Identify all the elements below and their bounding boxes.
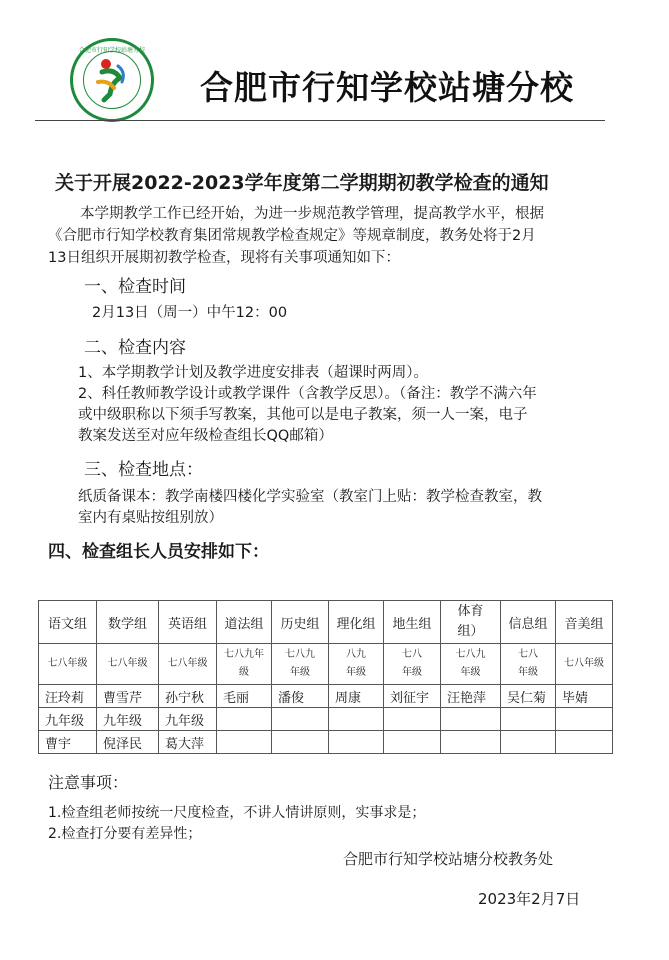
- table-cell: [556, 731, 613, 754]
- section-2-heading: 二、检查内容: [84, 338, 186, 358]
- table-cell: [441, 708, 501, 731]
- note-item-1: 1.检查组老师按统一尺度检查，不讲人情讲原则，实事求是；: [48, 805, 426, 821]
- table-cell: 七八九年 级: [217, 644, 272, 685]
- table-cell: 葛大萍: [159, 731, 217, 754]
- intro-line-1: 本学期教学工作已经开始，为进一步规范教学管理，提高教学水平，根据: [80, 206, 544, 222]
- table-cell: [272, 708, 329, 731]
- inspection-time: 2月13日（周一）中午12：00: [92, 305, 288, 321]
- table-header-cell: 信息组: [501, 601, 556, 644]
- table-cell: [329, 708, 384, 731]
- table-cell: 七八 年级: [501, 644, 556, 685]
- table-row: [39, 731, 613, 754]
- section-3-heading: 三、检查地点：: [84, 460, 203, 480]
- school-name: 合肥市行知学校站塘分校: [200, 68, 574, 107]
- table-header-cell: 音美组: [556, 601, 613, 644]
- content-line-2: 2、科任教师教学设计或教学课件（含教学反思）。（备注：教学不满六年: [78, 386, 537, 402]
- table-cell: 七八年级: [39, 644, 97, 685]
- table-header-cell: 地生组: [384, 601, 441, 644]
- table-cell: [384, 708, 441, 731]
- location-line-1: 纸质备课本：教学南楼四楼化学实验室（教室门上贴：教学检查教室，教: [78, 489, 542, 505]
- table-cell: 七八 年级: [384, 644, 441, 685]
- table-cell: 孙宁秋: [159, 685, 217, 708]
- table-header-cell: 英语组: [159, 601, 217, 644]
- table-header-cell: 道法组: [217, 601, 272, 644]
- table-cell: 汪玲莉: [39, 685, 97, 708]
- table-cell: 倪泽民: [97, 731, 159, 754]
- table-cell: [329, 731, 384, 754]
- table-cell: 毛丽: [217, 685, 272, 708]
- section-4-heading: 四、检查组长人员安排如下：: [48, 542, 269, 562]
- table-cell: 曹宇: [39, 731, 97, 754]
- runner-figure-icon: [84, 52, 140, 108]
- table-cell: [272, 731, 329, 754]
- table-grade-row: [39, 644, 613, 685]
- inspection-leaders-table: [38, 600, 613, 754]
- table-cell: 九年级: [159, 708, 217, 731]
- table-header-cell: 语文组: [39, 601, 97, 644]
- table-cell: 汪艳萍: [441, 685, 501, 708]
- content-line-1: 1、本学期教学计划及教学进度安排表（超课时两周）。: [78, 365, 428, 381]
- logo-emblem: [83, 51, 141, 109]
- table-cell: [217, 708, 272, 731]
- table-cell: 曹雪芹: [97, 685, 159, 708]
- table-cell: 八九 年级: [329, 644, 384, 685]
- table-header-cell: 历史组: [272, 601, 329, 644]
- table-cell: 七八年级: [556, 644, 613, 685]
- table-header-row: [39, 601, 613, 644]
- header-divider: [35, 120, 605, 121]
- table-cell: 七八年级: [97, 644, 159, 685]
- table-cell: 九年级: [97, 708, 159, 731]
- table-header-cell: 数学组: [97, 601, 159, 644]
- table-cell: [556, 708, 613, 731]
- table-row: [39, 708, 613, 731]
- note-item-2: 2.检查打分要有差异性；: [48, 826, 202, 842]
- table-cell: [441, 731, 501, 754]
- table-cell: [384, 731, 441, 754]
- location-line-2: 室内有桌贴按组别放）: [78, 510, 223, 526]
- content-line-3: 或中级职称以下须手写教案，其他可以是电子教案，须一人一案，电子: [78, 407, 528, 423]
- issuer-signature: 合肥市行知学校站塘分校教务处: [343, 850, 554, 868]
- table-cell: 七八九 年级: [441, 644, 501, 685]
- table-cell: 毕婧: [556, 685, 613, 708]
- table-cell: 刘征宇: [384, 685, 441, 708]
- table-cell: 九年级: [39, 708, 97, 731]
- table-header-cell: 理化组: [329, 601, 384, 644]
- table-cell: 吴仁菊: [501, 685, 556, 708]
- notes-title: 注意事项：: [48, 773, 129, 792]
- issue-date: 2023年2月7日: [478, 890, 581, 908]
- table-row: [39, 685, 613, 708]
- table-header-cell: 体育 组）: [441, 601, 501, 644]
- table-cell: [501, 731, 556, 754]
- table-cell: [501, 708, 556, 731]
- intro-line-2: 《合肥市行知学校教育集团常规教学检查规定》等规章制度，教务处将于2月: [48, 228, 536, 244]
- intro-line-3: 13日组织开展期初教学检查，现将有关事项通知如下：: [48, 250, 400, 266]
- table-cell: 七八年级: [159, 644, 217, 685]
- table-cell: 潘俊: [272, 685, 329, 708]
- logo-text: 合肥市行知学校站塘分校: [78, 47, 145, 54]
- section-1-heading: 一、检查时间: [84, 277, 186, 297]
- table-cell: [217, 731, 272, 754]
- notice-title: 关于开展2022-2023学年度第二学期期初教学检查的通知: [55, 172, 549, 194]
- school-logo: [70, 38, 154, 122]
- table-cell: 七八九 年级: [272, 644, 329, 685]
- content-line-4: 教案发送至对应年级检查组长QQ邮箱）: [78, 428, 333, 444]
- table-cell: 周康: [329, 685, 384, 708]
